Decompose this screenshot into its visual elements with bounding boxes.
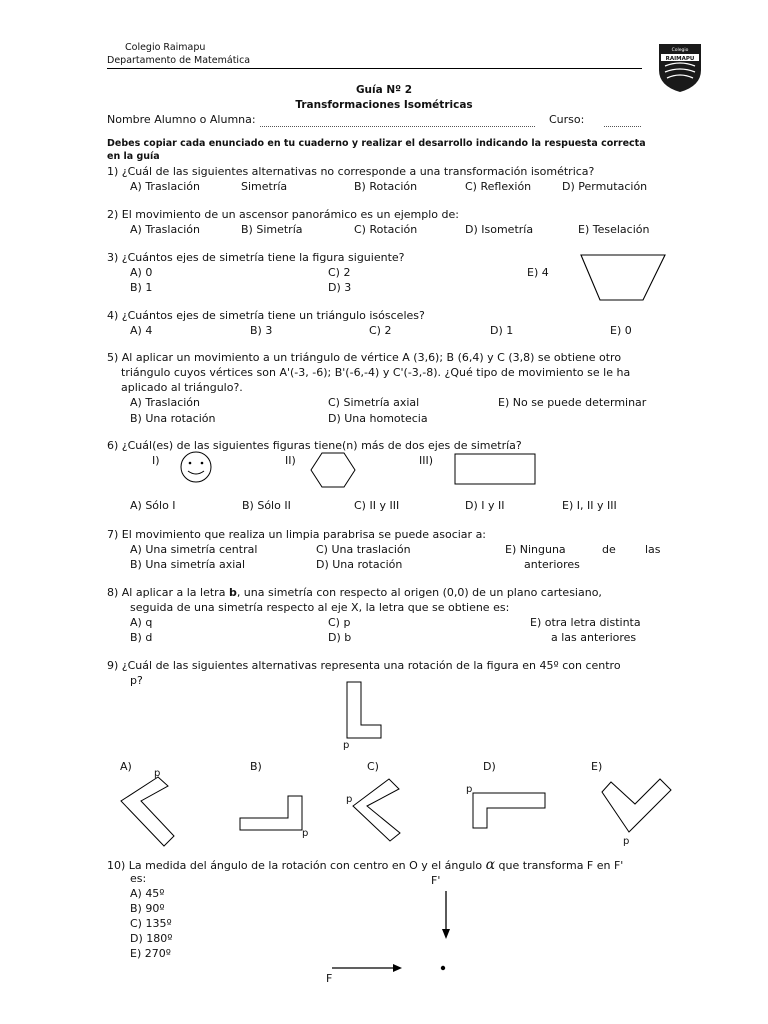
q6-option-a[interactable]: A) Sólo I xyxy=(130,499,176,512)
q1-option-c[interactable]: C) Reflexión xyxy=(465,180,532,193)
q9-option-e-figure xyxy=(602,779,671,832)
q4-option-e[interactable]: E) 0 xyxy=(610,324,632,337)
q5-option-e[interactable]: E) No se puede determinar xyxy=(498,396,647,409)
q5-stem-3: aplicado al triángulo?. xyxy=(121,381,243,394)
q10-option-d[interactable]: D) 180º xyxy=(130,932,173,945)
q9-option-d-label[interactable]: D) xyxy=(483,760,496,773)
q2-option-e[interactable]: E) Teselación xyxy=(578,223,650,236)
q6-option-b[interactable]: B) Sólo II xyxy=(242,499,291,512)
q9-stem-2: p? xyxy=(130,674,143,687)
q2-option-a[interactable]: A) Traslación xyxy=(130,223,201,236)
q9-option-c-label[interactable]: C) xyxy=(367,760,379,773)
q7-option-c[interactable]: C) Una traslación xyxy=(316,543,411,556)
q7-option-a[interactable]: A) Una simetría central xyxy=(130,543,258,556)
course-label: Curso: xyxy=(549,113,585,126)
q4-stem: 4) ¿Cuántos ejes de simetría tiene un triángulo isósceles? xyxy=(107,309,425,322)
q3-stem: 3) ¿Cuántos ejes de simetría tiene la figura siguiente? xyxy=(107,251,405,264)
q3-option-e[interactable]: E) 4 xyxy=(527,266,549,279)
q3-trapezoid-figure xyxy=(581,255,665,300)
q1-stem: 1) ¿Cuál de las siguientes alternativas no corresponde a una transformación isométrica? xyxy=(107,165,595,178)
q9-figure-point-label: p xyxy=(343,740,350,751)
school-name: Colegio Raimapu xyxy=(125,42,206,53)
q7-option-b[interactable]: B) Una simetría axial xyxy=(130,558,246,571)
q6-figure-label-2: II) xyxy=(285,454,296,467)
q6-hexagon-figure xyxy=(311,453,355,487)
q9-original-figure xyxy=(347,682,381,738)
q7-option-e-word-3[interactable]: las xyxy=(645,543,661,556)
logo-text: RAIMAPU xyxy=(665,56,695,62)
q9-option-b-figure xyxy=(240,796,302,830)
q5-stem-1: 5) Al aplicar un movimiento a un triángulo de vértice A (3,6); B (6,4) y C (3,8) se obtiene otro xyxy=(107,351,622,364)
q3-option-d[interactable]: D) 3 xyxy=(328,281,352,294)
q5-option-d[interactable]: D) Una homotecia xyxy=(328,412,428,425)
q8-stem-2: seguida de una simetría respecto al eje X, la letra que se obtiene es: xyxy=(130,601,510,614)
q4-option-a[interactable]: A) 4 xyxy=(130,324,153,337)
q9-option-a-figure xyxy=(121,777,174,846)
q2-option-b[interactable]: B) Simetría xyxy=(241,223,303,236)
q10-center-point xyxy=(441,966,445,970)
q10-vector-fprime xyxy=(442,891,450,939)
q6-option-e[interactable]: E) I, II y III xyxy=(562,499,617,512)
q6-smiley-figure xyxy=(181,452,211,482)
q6-rectangle-figure xyxy=(455,454,535,484)
q9-option-e-label[interactable]: E) xyxy=(591,760,603,773)
guide-title: Guía Nº 2 xyxy=(355,84,413,96)
q6-option-c[interactable]: C) II y III xyxy=(354,499,400,512)
q7-stem: 7) El movimiento que realiza un limpia parabrisa se puede asociar a: xyxy=(107,528,487,541)
q8-option-e[interactable]: E) otra letra distinta xyxy=(530,616,641,629)
q10-option-e[interactable]: E) 270º xyxy=(130,947,171,960)
q4-option-d[interactable]: D) 1 xyxy=(490,324,514,337)
q6-stem: 6) ¿Cuál(es) de las siguientes figuras tiene(n) más de dos ejes de simetría? xyxy=(107,439,522,452)
q8-option-b[interactable]: B) d xyxy=(130,631,153,644)
q1-option-a[interactable]: A) Traslación xyxy=(130,180,201,193)
q8-letter: b xyxy=(228,586,237,599)
q5-option-a[interactable]: A) Traslación xyxy=(130,396,201,409)
student-name-label: Nombre Alumno o Alumna: xyxy=(107,113,256,126)
q1-option-d[interactable]: D) Permutación xyxy=(562,180,648,193)
q6-figure-label-3: III) xyxy=(419,454,434,467)
department-name: Departamento de Matemática xyxy=(107,55,251,66)
q3-option-c[interactable]: C) 2 xyxy=(328,266,351,279)
q8-option-c[interactable]: C) p xyxy=(328,616,351,629)
q10-alpha: α xyxy=(485,857,496,873)
q8-stem-1: 8) Al aplicar a la letra b, una simetría con respecto al origen (0,0) de un plano cartesiano, xyxy=(107,586,602,599)
q1-option-b[interactable]: B) Rotación xyxy=(354,180,418,193)
q10-vector-f xyxy=(332,964,402,972)
q10-f-label: F xyxy=(326,972,333,985)
q9-option-c-figure xyxy=(353,779,400,841)
q9-c-point: p xyxy=(346,794,353,805)
q3-option-b[interactable]: B) 1 xyxy=(130,281,153,294)
q5-stem-2: triángulo cuyos vértices son A'(-3, -6); B'(-6,-4) y C'(-3,-8). ¿Qué tipo de movimiento se le ha xyxy=(121,366,631,379)
q3-option-a[interactable]: A) 0 xyxy=(130,266,153,279)
q6-option-d[interactable]: D) I y II xyxy=(465,499,505,512)
q8-option-a[interactable]: A) q xyxy=(130,616,153,629)
instructions-line-2: en la guía xyxy=(107,151,160,162)
q10-option-b[interactable]: B) 90º xyxy=(130,902,165,915)
q2-stem: 2) El movimiento de un ascensor panorámico es un ejemplo de: xyxy=(107,208,459,221)
q9-stem-1: 9) ¿Cuál de las siguientes alternativas representa una rotación de la figura en 45º con centro xyxy=(107,659,621,672)
q9-d-point: p xyxy=(466,784,473,795)
q8-option-d[interactable]: D) b xyxy=(328,631,352,644)
q2-option-c[interactable]: C) Rotación xyxy=(354,223,418,236)
q10-option-c[interactable]: C) 135º xyxy=(130,917,172,930)
q7-option-e[interactable]: E) Ninguna xyxy=(505,543,566,556)
q10-fprime-label: F' xyxy=(431,874,441,887)
q9-b-point: p xyxy=(302,828,309,839)
topic-title: Transformaciones Isométricas xyxy=(295,99,473,111)
q9-option-b-label[interactable]: B) xyxy=(250,760,262,773)
q1-option-a-cont[interactable]: Simetría xyxy=(241,180,288,193)
q7-option-e-word-2[interactable]: de xyxy=(602,543,616,556)
logo-small-text: Colegio xyxy=(671,48,689,53)
instructions-line-1: Debes copiar cada enunciado en tu cuaderno y realizar el desarrollo indicando la respuesta correcta xyxy=(107,138,646,149)
q7-option-d[interactable]: D) Una rotación xyxy=(316,558,403,571)
q10-option-a[interactable]: A) 45º xyxy=(130,887,165,900)
q9-option-a-label[interactable]: A) xyxy=(120,760,132,773)
q5-option-b[interactable]: B) Una rotación xyxy=(130,412,216,425)
q4-option-c[interactable]: C) 2 xyxy=(369,324,392,337)
q2-option-d[interactable]: D) Isometría xyxy=(465,223,534,236)
q9-a-point: p xyxy=(154,768,161,779)
q7-option-e-cont[interactable]: anteriores xyxy=(524,558,580,571)
q6-figure-label-1: I) xyxy=(152,454,160,467)
q4-option-b[interactable]: B) 3 xyxy=(250,324,273,337)
q9-e-point: p xyxy=(623,836,630,847)
q10-stem-2: es: xyxy=(130,872,147,885)
q8-option-e-cont[interactable]: a las anteriores xyxy=(551,631,637,644)
q10-stem-1: 10) La medida del ángulo de la rotación con centro en O y el ángulo α que transforma F en F' xyxy=(107,857,624,873)
q5-option-c[interactable]: C) Simetría axial xyxy=(328,396,420,409)
q9-option-d-figure xyxy=(473,793,545,828)
